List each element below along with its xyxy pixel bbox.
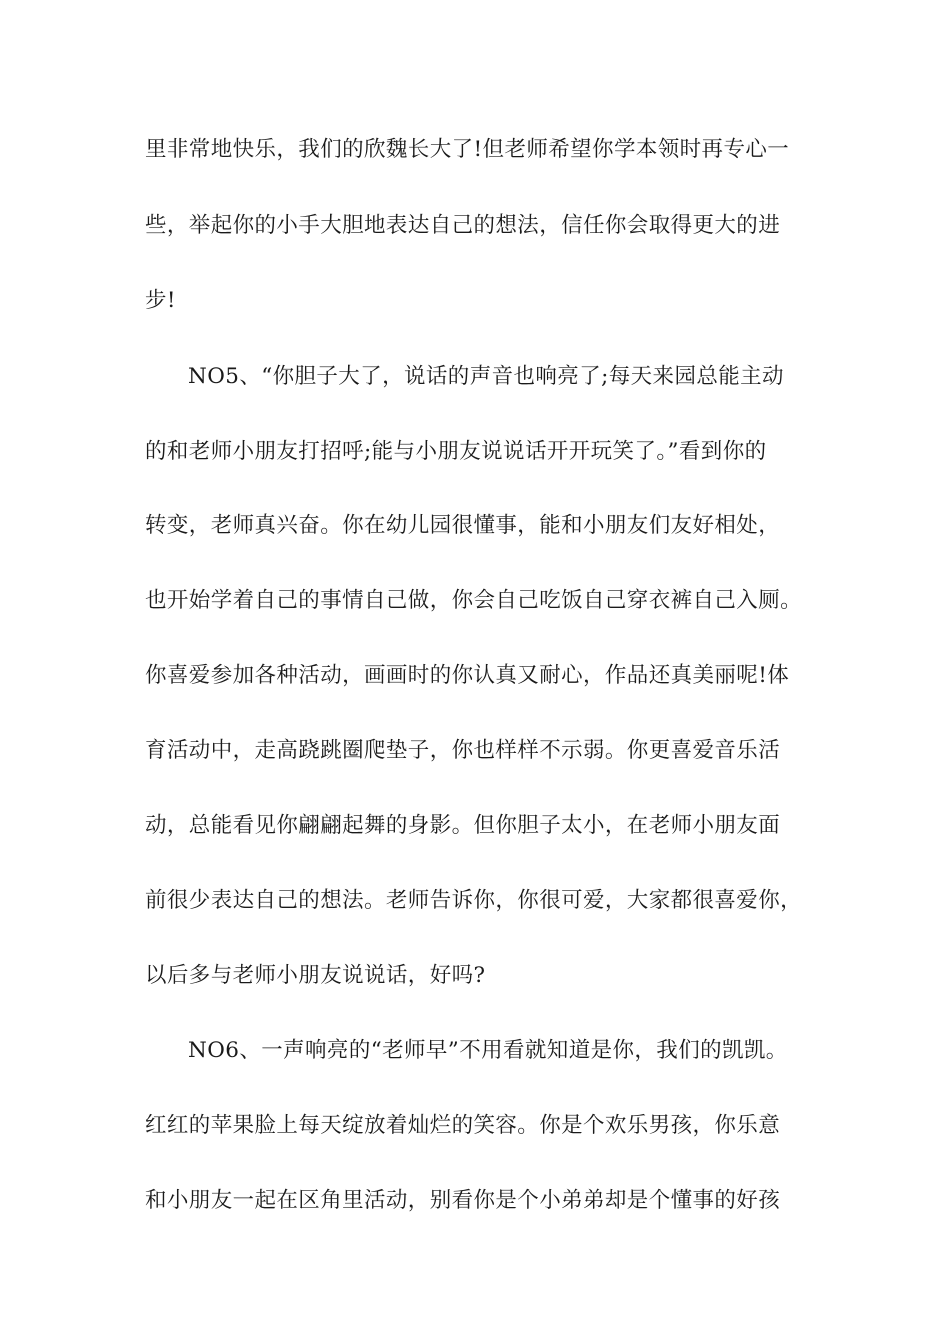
text-line-7: 也开始学着自己的事情自己做，你会自己吃饭自己穿衣裤自己入厕。 xyxy=(145,588,803,613)
text-line-15: 和小朋友一起在区角里活动，别看你是个小弟弟却是个懂事的好孩 xyxy=(145,1188,781,1213)
text-line-8: 你喜爱参加各种活动，画画时的你认真又耐心，作品还真美丽呢!体 xyxy=(145,663,790,688)
text-line-12: 以后多与老师小朋友说说话，好吗? xyxy=(145,963,486,988)
text-line-2: 些，举起你的小手大胆地表达自己的想法，信任你会取得更大的进 xyxy=(145,213,781,238)
text-line-9: 育活动中，走高跷跳圈爬垫子，你也样样不示弱。你更喜爱音乐活 xyxy=(145,738,781,763)
text-line-10: 动，总能看见你翩翩起舞的身影。但你胆子太小，在老师小朋友面 xyxy=(145,813,781,838)
paragraph-no6-start: NO6、一声响亮的“老师早”不用看就知道是你，我们的凯凯。 xyxy=(188,1038,788,1063)
text-line-1: 里非常地快乐，我们的欣魏长大了!但老师希望你学本领时再专心一 xyxy=(145,137,790,162)
text-line-3: 步! xyxy=(145,288,176,313)
text-line-11: 前很少表达自己的想法。老师告诉你，你很可爱，大家都很喜爱你， xyxy=(145,888,803,913)
text-line-5: 的和老师小朋友打招呼;能与小朋友说说话开开玩笑了。”看到你的 xyxy=(145,439,767,464)
paragraph-no5-start: NO5、“你胆子大了，说话的声音也响亮了;每天来园总能主动 xyxy=(188,364,784,389)
text-line-6: 转变，老师真兴奋。你在幼儿园很懂事，能和小朋友们友好相处， xyxy=(145,513,781,538)
text-line-14: 红红的苹果脸上每天绽放着灿烂的笑容。你是个欢乐男孩，你乐意 xyxy=(145,1113,781,1138)
